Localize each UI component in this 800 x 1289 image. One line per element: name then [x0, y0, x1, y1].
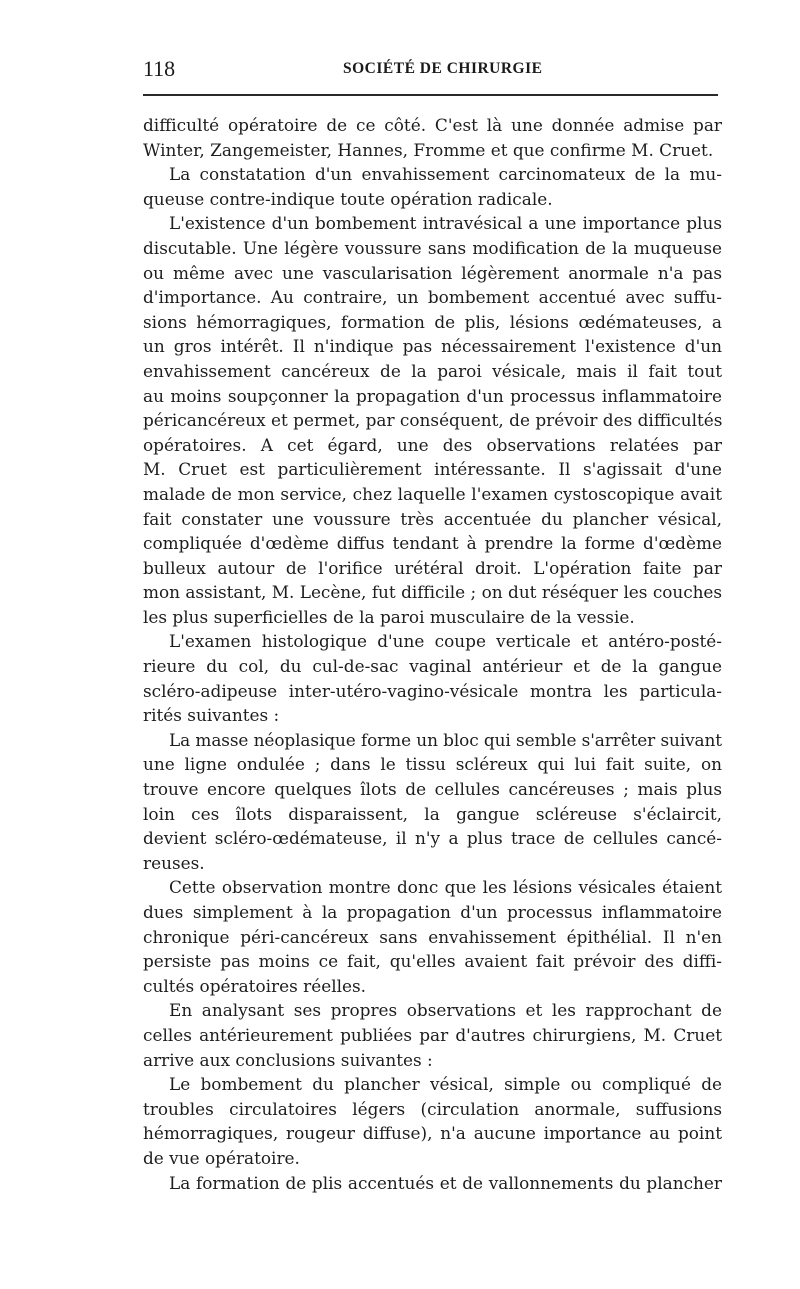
text-line: scléro-adipeuse inter-utéro-vagino-vésicale montra les particula- [143, 680, 722, 701]
text-line: sions hémorragiques, formation de plis, lésions œdémateuses, a [143, 311, 722, 332]
body-text [143, 113, 722, 1195]
text-line: d'importance. Au contraire, un bombement accentué avec suffu- [143, 287, 722, 308]
running-head [143, 56, 718, 82]
header-rule [143, 94, 718, 96]
text-line: rités suivantes : [143, 705, 280, 726]
text-line: dues simplement à la propagation d'un processus inflammatoire [143, 902, 722, 922]
text-line: Winter, Zangemeister, Hannes, Fromme et que confirme M. Cruet. [143, 139, 714, 160]
text-line: hémorragiques, rougeur diffuse), n'a aucune importance au point [143, 1123, 722, 1144]
text-line: un gros intérêt. Il n'indique pas nécessairement l'existence d'un [143, 336, 722, 357]
text-line: trouve encore quelques îlots de cellules cancéreuses ; mais plus [143, 779, 722, 800]
text-line: fait constater une voussure très accentuée du plancher vésical, [143, 508, 722, 529]
text-line: persiste pas moins ce fait, qu'elles avaient fait prévoir des diffi- [143, 951, 722, 972]
text-line: chronique péri-cancéreux sans envahissement épithélial. Il n'en [143, 926, 722, 947]
text-line: ou même avec une vascularisation légèrement anormale n'a pas [143, 262, 722, 283]
text-line: reuses. [143, 852, 205, 873]
text-line: Le bombement du plancher vésical, simple ou compliqué de [169, 1074, 722, 1095]
text-line: La formation de plis accentués et de vallonnements du plancher [169, 1172, 722, 1193]
text-line: discutable. Une légère voussure sans modification de la muqueuse [143, 237, 722, 258]
text-line: mon assistant, M. Lecène, fut difficile ; on dut réséquer les couches [143, 582, 722, 603]
text-line: les plus superficielles de la paroi musculaire de la vessie. [143, 606, 635, 627]
text-line: compliquée d'œdème diffus tendant à prendre la forme d'œdème [143, 533, 722, 554]
text-line: celles antérieurement publiées par d'autres chirurgiens, M. Cruet [143, 1024, 722, 1045]
text-line: En analysant ses propres observations et les rapprochant de [169, 1000, 722, 1021]
text-line: de vue opératoire. [143, 1147, 300, 1168]
text-line: L'existence d'un bombement intravésical a une importance plus [169, 213, 722, 234]
text-line: opératoires. A cet égard, une des observations relatées par [143, 434, 722, 455]
text-line: difficulté opératoire de ce côté. C'est là une donnée admise par [143, 115, 722, 135]
text-line: devient scléro-œdémateuse, il n'y a plus trace de cellules cancé- [143, 828, 722, 849]
text-line: envahissement cancéreux de la paroi vésicale, mais il fait tout [143, 360, 722, 381]
text-line: loin ces îlots disparaissent, la gangue scléreuse s'éclaircit, [143, 803, 722, 824]
text-line: cultés opératoires réelles. [143, 975, 367, 996]
text-line: Cette observation montre donc que les lésions vésicales étaient [169, 877, 722, 898]
page-number: 118 [143, 56, 176, 81]
journal-title: SOCIÉTÉ DE CHIRURGIE [343, 60, 543, 77]
text-line: une ligne ondulée ; dans le tissu scléreux qui lui fait suite, on [143, 754, 722, 775]
text-line: arrive aux conclusions suivantes : [143, 1049, 433, 1070]
text-line: péricancéreux et permet, par conséquent, de prévoir des difficultés [143, 410, 723, 431]
text-line: troubles circulatoires légers (circulation anormale, suffusions [143, 1098, 722, 1119]
text-line: queuse contre-indique toute opération radicale. [143, 188, 553, 209]
text-line: rieure du col, du cul-de-sac vaginal antérieur et de la gangue [143, 656, 722, 677]
text-line: M. Cruet est particulièrement intéressante. Il s'agissait d'une [143, 459, 722, 480]
text-line: L'examen histologique d'une coupe verticale et antéro-posté- [169, 631, 722, 652]
text-line: La masse néoplasique forme un bloc qui semble s'arrêter suivant [169, 729, 722, 750]
text-line: malade de mon service, chez laquelle l'examen cystoscopique avait [143, 483, 722, 504]
text-line: au moins soupçonner la propagation d'un processus inflammatoire [143, 385, 722, 406]
text-line: bulleux autour de l'orifice urétéral droit. L'opération faite par [143, 557, 722, 578]
text-line: La constatation d'un envahissement carcinomateux de la mu- [169, 164, 722, 185]
